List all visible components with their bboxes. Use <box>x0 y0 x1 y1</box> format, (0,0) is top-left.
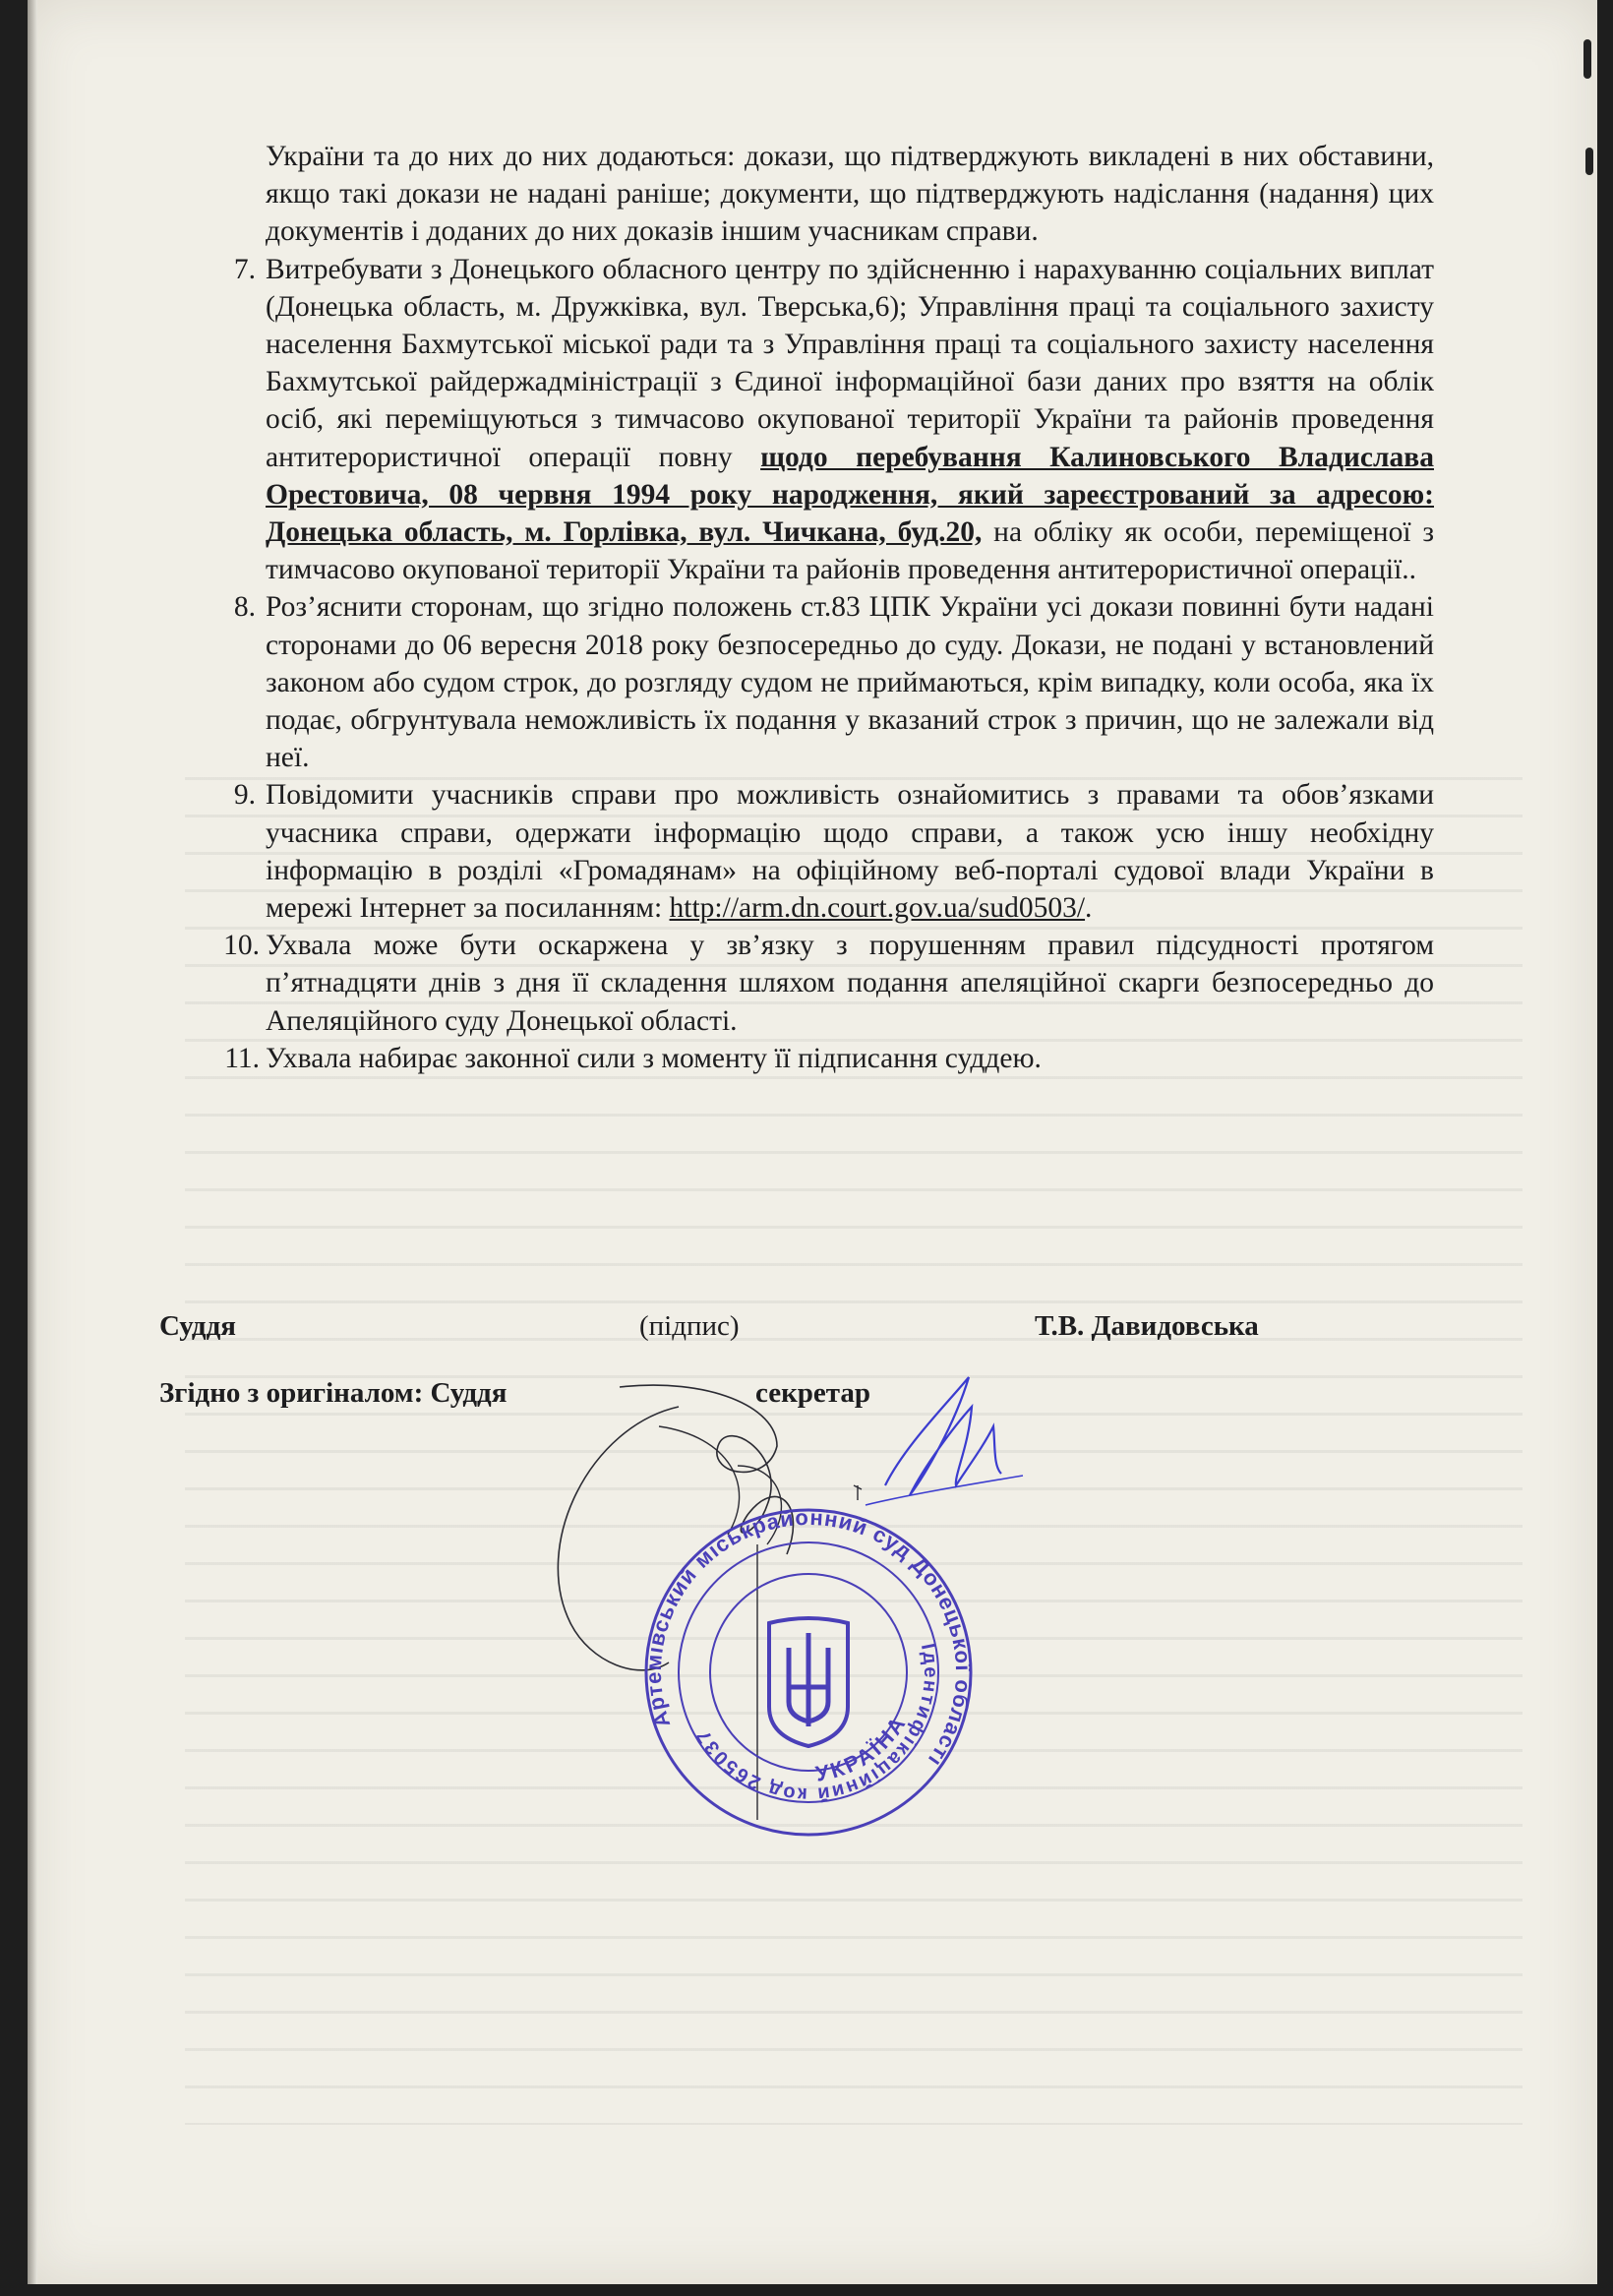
item-text: Повідомити учасників справи про можливість ознайомитись з правами та обов’язками учасника справи, одержати інформацію щодо справи, а також усю іншу необхідну інформацію в розділі «Громадянам» на офіційному веб-порталі судової влади України в мережі Інтернет за посиланням: <box>266 779 1434 925</box>
list-item-10 <box>223 927 1434 1040</box>
list-item-7 <box>233 251 1435 589</box>
item-text-end: . <box>1085 892 1093 925</box>
signature-stroke <box>854 1485 862 1500</box>
signed-label: (підпис) <box>639 1310 740 1342</box>
item-text: Роз’яснити сторонам, що згідно положень ст.83 ЦПК України усі докази повинні бути надані сторонами до 06 вересня 2018 року безпосередньо до суду. Докази, не подані у встановлений законом або судом строк, до розгляду судом не приймаються, крім випадку, коли особа, яка їх подає, обгрунтувала неможливість їх подання у вказаний строк з причин, що не залежали від неї. <box>266 591 1434 774</box>
judge-name: Т.В. Давидовська <box>1035 1310 1259 1342</box>
ruling-text <box>223 138 1435 1077</box>
ruling-items-list <box>223 251 1435 1077</box>
seal-inner-text: Ідентифікаційний код 26503744 <box>691 1641 942 1806</box>
item-number: 10. <box>223 930 260 962</box>
blue-signature-stroke <box>885 1377 1001 1495</box>
list-item-8 <box>233 588 1434 776</box>
continuation-paragraph: України та до них до них додаються: докази, що підтверджують викладені в них обставини, якщо такі докази не надані раніше; документи, що підтверджують надіслання (надання) цих документів і доданих до них доказів іншим учасникам справи. <box>266 141 1434 248</box>
item-underlined-text: щодо перебування Калиновського Владислава Орестовича, 08 червня 1994 року народження, який зареєстрований за адресою: Донецька область, м. Горлівка, вул. Чичкана, буд.20, <box>266 441 1434 549</box>
item-number: 8. <box>233 591 256 624</box>
item-number: 9. <box>233 779 256 812</box>
judge-label: Суддя <box>159 1310 236 1342</box>
court-portal-link[interactable]: http://arm.dn.court.gov.ua/sud0503/ <box>669 892 1086 925</box>
item-number: 11. <box>224 1042 260 1074</box>
item-text: Витребувати з Донецького обласного центру по здійсненню і нарахуванню соціальних виплат (Донецька область, м. Дружківка, вул. Тверська,6); Управління праці та соціального захисту населення Бахмутської міської ради та з Управління праці та соціального захисту населення Бахмутської райдержадміністрації з Єдиної інформаційної бази даних про взяття на облік осіб, які переміщуються з тимчасово окупованої території України та районів проведення антитерористичної операції повну <box>266 253 1434 473</box>
list-item-11 <box>224 1040 1434 1077</box>
seal-bottom-text: УКРАЇНА <box>813 1710 912 1786</box>
item-text-tail: на обліку як особи, переміщеної з тимчасово окупованої території України та районів проведення антитерористичної операції.. <box>266 516 1435 586</box>
trident-emblem <box>769 1618 848 1746</box>
item-text: Ухвала набирає законної сили з моменту її підписання суддею. <box>266 1042 1042 1074</box>
binding-clip-mark <box>1583 39 1591 79</box>
court-seal <box>641 1505 976 1840</box>
list-item-9 <box>233 776 1434 927</box>
item-text: Ухвала може бути оскаржена у зв’язку з порушенням правил підсудності протягом п’ятнадцяти днів з дня її складення шляхом подання апеляційної скарги безпосередньо до Апеляційного суду Донецької області. <box>266 930 1434 1037</box>
seal-outer-text: Артемівський міськрайонний суд Донецької області <box>641 1505 976 1773</box>
item-number: 7. <box>233 253 256 285</box>
secretary-label: секретар <box>755 1377 871 1409</box>
copy-certification-label: Згідно з оригіналом: Суддя <box>159 1377 508 1409</box>
binding-clip-mark <box>1585 148 1593 175</box>
